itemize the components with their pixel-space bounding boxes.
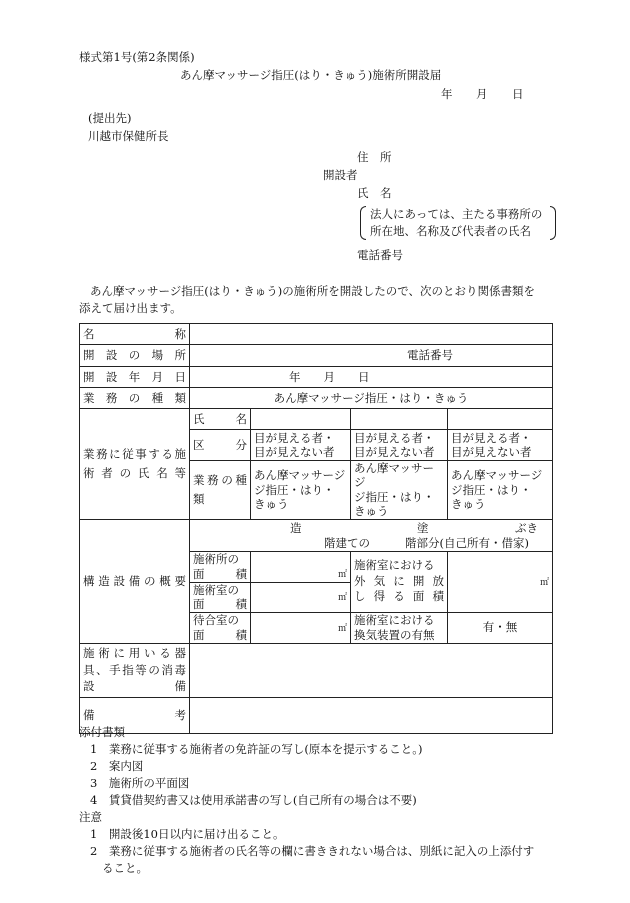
note-item-1: 1 開設後10日以内に届け出ること。 [90, 827, 285, 841]
struct-zo: 造 [290, 520, 302, 535]
addressee-label: (提出先) [88, 111, 132, 125]
addressee-name: 川越市保健所長 [88, 129, 169, 143]
duty-line2: ジ指圧・はり・ [451, 482, 532, 497]
practitioner-class-2[interactable] [351, 430, 448, 461]
duty-line2: ジ指圧・はり・ [354, 489, 435, 504]
open-air-area-label [351, 551, 448, 612]
practitioner-name-2[interactable] [351, 409, 448, 430]
open-air-area-field[interactable] [448, 551, 553, 612]
sqm-unit: ㎡ [337, 570, 347, 581]
business-type-value: あん摩マッサージ指圧・はり・きゅう [190, 388, 553, 409]
remarks-field[interactable] [190, 697, 553, 733]
intro-line2: 添えて届け出ます。 [79, 301, 182, 315]
struct-kaidate: 階建ての [324, 535, 370, 550]
attachments-title: 添付書類 [79, 725, 125, 739]
applicant-name-label: 氏 名 [357, 186, 392, 200]
address-label: 住 所 [357, 150, 392, 164]
attachment-item-3: 3 施術所の平面図 [90, 776, 190, 790]
open-area-l2: 外気に開放 [354, 573, 444, 588]
ventilation-label [351, 612, 448, 643]
open-area-l1: 施術室における [354, 558, 435, 573]
date-day-label: 日 [512, 87, 524, 101]
practitioner-class-label: 区 分 [190, 430, 251, 461]
note-item-2-line1: 2 業務に従事する施術者の氏名等の欄に書ききれない場合は、別紙に記入の上添付す [90, 844, 535, 858]
corp-note-line1: 法人にあっては、主たる事務所の [370, 207, 543, 221]
location-phone-label: 電話番号 [407, 348, 453, 363]
struct-buki: ぶき [515, 520, 538, 535]
practitioner-name-3[interactable] [448, 409, 553, 430]
duty-line2: ジ指圧・はり・ [254, 482, 335, 497]
location-field[interactable] [190, 345, 553, 367]
duty-line3: きゅう [451, 496, 486, 511]
duty-line1: あん摩マッサージ [254, 468, 346, 483]
class-option-sighted: 目が見える者・ [354, 430, 435, 445]
wait-area-label-l2: 面 積 [193, 627, 247, 642]
document-title: あん摩マッサージ指圧(はり・きゅう)施術所開設届 [180, 68, 442, 82]
name-field[interactable] [190, 324, 553, 345]
practitioner-name-1[interactable] [251, 409, 351, 430]
corporation-note [360, 206, 556, 240]
location-label: 開設の場所 [80, 345, 190, 367]
practitioner-duty-label: 業務の種類 [190, 461, 251, 520]
practitioners-label: 業務に従事する施術者の氏名等 [80, 409, 190, 520]
disinfection-label: 施術に用いる器具、手指等の消毒設備 [80, 643, 190, 697]
disinfection-field[interactable] [190, 643, 553, 697]
clinic-area-label [190, 551, 251, 582]
practitioner-class-3[interactable] [448, 430, 553, 461]
practitioner-duty-1[interactable] [251, 461, 351, 520]
class-option-blind: 目が見えない者 [354, 445, 435, 459]
class-option-blind: 目が見えない者 [451, 445, 532, 459]
right-bracket [550, 206, 556, 240]
clinic-area-field[interactable] [251, 551, 351, 582]
sqm-unit: ㎡ [337, 593, 347, 604]
class-option-blind: 目が見えない者 [254, 445, 335, 459]
duty-line3: きゅう [254, 496, 289, 511]
duty-line3: きゅう [354, 504, 389, 519]
struct-kaibubun: 階部分(自己所有・借家) [405, 535, 529, 550]
duty-line1: あん摩マッサージ [354, 461, 435, 490]
phone-label: 電話番号 [357, 248, 403, 262]
form-number: 様式第1号(第2条関係) [79, 50, 195, 64]
attachment-item-1: 1 業務に従事する施術者の免許証の写し(原本を提示すること。) [90, 742, 423, 756]
attachment-item-4: 4 賃貸借契約書又は使用承諾書の写し(自己所有の場合は不要) [90, 793, 417, 807]
sqm-unit: ㎡ [337, 623, 347, 634]
waiting-room-area-label [190, 612, 251, 643]
room-area-label-l1: 施術室の [193, 582, 239, 597]
ventilation-value[interactable]: 有・無 [448, 612, 553, 643]
practitioner-duty-3[interactable] [448, 461, 553, 520]
intro-line1: あん摩マッサージ指圧(はり・きゅう)の施術所を開設したので、次のとおり関係書類を [90, 284, 536, 298]
notes-title: 注意 [79, 810, 102, 824]
struct-nuri: 塗 [417, 520, 429, 535]
date-year-label: 年 [441, 87, 453, 101]
class-option-sighted: 目が見える者・ [254, 430, 335, 445]
class-option-sighted: 目が見える者・ [451, 430, 532, 445]
duty-line1: あん摩マッサージ [451, 468, 543, 483]
open-area-l3: し得る面積 [354, 589, 444, 604]
notification-table [79, 323, 553, 734]
treatment-room-area-field[interactable] [251, 582, 351, 612]
waiting-room-area-field[interactable] [251, 612, 351, 643]
vent-l1: 施術室における [354, 613, 435, 628]
practitioner-class-1[interactable] [251, 430, 351, 461]
remarks-label: 備 考 [80, 697, 190, 733]
vent-l2: 換気装置の有無 [354, 627, 435, 642]
applicant-role: 開設者 [323, 168, 358, 182]
sqm-unit: ㎡ [539, 577, 549, 588]
name-label: 名 称 [80, 324, 190, 345]
business-type-label: 業務の種類 [80, 388, 190, 409]
wait-area-label-l1: 待合室の [193, 613, 239, 628]
corp-note-line2: 所在地、名称及び代表者の氏名 [370, 224, 531, 238]
date-month-label: 月 [476, 87, 488, 101]
practitioner-duty-2[interactable] [351, 461, 448, 520]
open-date-units: 年 月 日 [289, 369, 370, 384]
clinic-area-label-l1: 施術所の [193, 552, 239, 567]
open-date-field[interactable] [190, 367, 553, 388]
practitioner-name-label: 氏 名 [190, 409, 251, 430]
treatment-room-area-label [190, 582, 251, 612]
left-bracket [360, 206, 366, 240]
attachment-item-2: 2 案内図 [90, 759, 144, 773]
structure-label: 構造設備の概要 [80, 519, 190, 643]
structure-type-field[interactable] [190, 519, 553, 551]
note-item-2-line2: ること。 [102, 861, 148, 875]
room-area-label-l2: 面 積 [193, 597, 247, 611]
clinic-area-label-l2: 面 積 [193, 566, 247, 581]
open-date-label: 開設年月日 [80, 367, 190, 388]
